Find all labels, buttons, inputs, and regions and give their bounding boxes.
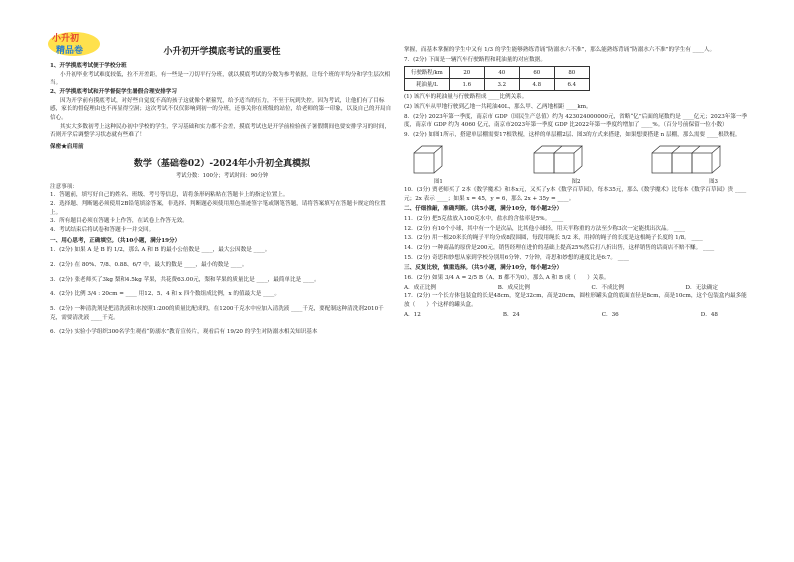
svg-text:小升初: 小升初 xyxy=(52,34,80,44)
figure-labels xyxy=(404,178,748,186)
figure-label: 图1 xyxy=(434,178,443,185)
question-11: 11．(2分) 把5克盐放入100克水中，盐水的含盐率是5%。 ____ xyxy=(404,215,564,222)
question-5: 5．(2分) 一种清洗剂是把清洗液和水按照1:200的质量比配成的，在1200千克水中应加入清洗液 ____千克，要配制这种清洗剂2010千克，需要清洗液 ____千克。 xyxy=(50,306,384,321)
table-cell: 20 xyxy=(449,67,484,79)
question-17-options xyxy=(404,311,748,320)
section-1-title: 1、开学摸底考试便于学校分班 xyxy=(50,62,127,69)
question-9: 9．(2分) 如图1所示，搭建单层棚需要17根铁棍，这样的单层棚2层、图3的方式来搭建，如果想要搭建 n 层棚，那么需要 ____根铁棍。 xyxy=(404,131,741,138)
table-cell: 3.2 xyxy=(484,79,519,91)
question-16: 16．(2分) 如果 3/4 A = 2/5 B（A、B 都不为0），那么 A 和 B 成（ ）关系。 xyxy=(404,274,610,281)
note-item: 2．选择题、判断题必须使用2B铅笔填涂答案，非选择、判断题必须使用黑色墨迹签字笔或钢笔答题，请将答案填写在答题卡规定的位置上。 xyxy=(50,201,386,216)
table-cell: 6.4 xyxy=(554,79,589,91)
table-cell: 80 xyxy=(554,67,589,79)
table-cell: 1.6 xyxy=(449,79,484,91)
option-item: C．不成比例 xyxy=(591,284,624,291)
question-8: 8．(2分) 2023年第一季度，南京市 GDP（国民生产总值）约为 423024000000元，省略“亿”后面的尾数约是 ____亿元；2023年第一季度，南京市 GDP 约为 4060 亿元，南京市2023年第一季度 GDP 比2022年第一季度约增加了 ____%。（百分号前保留一位小数） xyxy=(404,113,748,129)
question-4: 4．(2分) 比例 3/4 : 20cm = ____ 用12、5、4 和 x 四个数组成比例，x 的值最大是 ____。 xyxy=(50,291,280,298)
question-6-continued: 掌握，而基本掌握的学生中又有 1/3 的学生能够熟练背诵“防溺水六不准”，那么能熟练背诵“防溺水六不准”的学生有 ____人。 xyxy=(404,47,716,53)
table-cell: 40 xyxy=(484,67,519,79)
mileage-fuel-table xyxy=(404,66,590,91)
question-3: 3．(2分) 张老师买了3kg 梨和4.5kg 苹果，共花费63.00元，梨和苹果的质量比是 ____，最简单比是 ____。 xyxy=(50,276,320,283)
table-cell: 4.8 xyxy=(519,79,554,91)
exam-title: 数学（基础卷02）-2024年小升初全真模拟 xyxy=(133,158,311,169)
question-7: 7．(2分) 下面是一辆汽车行驶路程和耗油量的对应数据。 xyxy=(404,56,546,63)
table-row-label: 耗油量/L xyxy=(405,79,450,91)
section-2-body-2: 其实大多数初考上这种民办初中学校的学生，学习基础和实力都不会差，摸底考试也是开学前检验孩子暑假期间也要安排学习的时间，否则开学后调整学习状态就有些难了！ xyxy=(50,123,391,139)
figure-1-cube-icon xyxy=(404,143,504,177)
page-heading: 小升初开学摸底考试的重要性 xyxy=(163,47,281,57)
svg-text:精品卷: 精品卷 xyxy=(56,46,84,56)
question-10: 10．(3分) 贾老师买了 2本《数学魔术》和本x元，又买了y本《数学百草园》，每本35元，那么《数学魔术》比每本《数学百草园》贵 ____元；2x 表示 ____；如果 x = 45，y = 6，那么 2x + 35y = ____。 xyxy=(404,186,747,202)
part-1-heading: 一、用心思考，正确填空。（共10小题，满分19分） xyxy=(50,237,181,244)
part-2-heading: 二、仔细推敲，准确判断。（共5小题，满分10分，每小题2分） xyxy=(404,206,563,213)
table-row-label: 行驶路程/km xyxy=(405,67,450,79)
question-7a: (1) 该汽车的耗油量与行驶路程成 ____比例关系。 xyxy=(404,94,528,101)
question-7b: (2) 该汽车从甲地行驶到乙地一共耗油40L，那么甲、乙两地相距 ____km。 xyxy=(404,103,592,110)
part-3-heading: 三、反复比较，慎重选择。（共5小题，满分10分，每小题2分） xyxy=(404,265,563,272)
exam-subtitle: 考试分数：100分；考试时间：90分钟 xyxy=(175,173,269,180)
option-item: D．无法确定 xyxy=(685,284,718,291)
right-column xyxy=(404,46,748,319)
note-item: 3．所有题目必须在答题卡上作答，在试卷上作答无效。 xyxy=(50,218,188,225)
section-2-body: 因为开学前有摸底考试，对好些自觉度不高的孩子这就像个紧箍咒，给予适当的压力，不至于玩到失控。因为考试，让他们有了目标感，家长的督促理由也不再显得空洞；这次考试不仅仅影响到初一的分班，还事关你在班级的站位，给老师的第一印象，以及自己的开局自信心。 xyxy=(50,97,392,121)
confidential-label: 保密★启用前 xyxy=(50,143,84,150)
figure-label: 图3 xyxy=(709,178,718,185)
question-16-options xyxy=(404,284,748,293)
question-15: 15．(2分) 奇思和妙想从家到学校分别用6分钟、7分钟，奇思和妙想的速度比是6:7。 ____ xyxy=(404,254,629,261)
note-item: 4．考试结束后将试卷和答题卡一并交回。 xyxy=(50,227,155,234)
figure-3-cube-icon xyxy=(648,143,748,177)
option-item: D．48 xyxy=(700,311,718,318)
option-item: B．成反比例 xyxy=(497,284,530,291)
notes-title: 注意事项： xyxy=(50,183,78,190)
question-17: 17．(2分) 一个长方体包装盒的长是48cm，宽是32cm，高是20cm，圆柱形罐头盒的底面直径是8cm，高是10cm，这个包装盒内最多能放（ ）个这样的罐头盒。 xyxy=(404,293,747,308)
option-item: A．成正比例 xyxy=(404,284,437,291)
question-2: 2．(2分) 在 80%、7/8、0.88、6/7 中，最大的数是 ____，最小的数是 ____。 xyxy=(50,262,248,269)
section-1-body: 小升初毕业考试难度较低，拉不开差距，有一些是一刀切平行分班，就以摸底考试的分数为参考依据，让每个班的平均分和学生层次相当。 xyxy=(50,71,391,87)
cube-figures xyxy=(404,143,748,177)
figure-label: 图2 xyxy=(571,178,581,185)
option-item: A．12 xyxy=(404,311,421,318)
table-cell: 60 xyxy=(519,67,554,79)
section-2-title: 2、开学摸底考试和开学督促学生暑假合理安排学习 xyxy=(50,88,177,95)
option-item: C．36 xyxy=(601,311,619,318)
question-13: 13．(2分) 用一根20米长的绳子平均分成8段围圆，每段用绳长 5/2 米，用掉的绳子的长度是这根绳子长度的 1/8。 ____ xyxy=(404,235,703,242)
option-item: B．24 xyxy=(502,311,520,318)
question-6: 6．(2分) 实验小学组织300名学生观看“防溺水”教育宣传片，观看后有 19/20 的学生对防溺水相关知识基本 xyxy=(50,329,318,336)
figure-2-cube-icon xyxy=(526,143,626,177)
question-14: 14．(2分) 一种商品的原价是200元，销售经理在进价的基础上提高25%然后打八折出售，这样销售的话商店不赔不赚。 ____ xyxy=(404,244,715,251)
question-1: 1．(2分) 如果 A 是 B 的 1/2，那么 A 和 B 的最小公倍数是 ____，最大公因数是 ____。 xyxy=(50,247,271,254)
note-item: 1．答题前，填写好自己的姓名、班级、考号等信息，请将条形码粘贴在答题卡上的指定位置上。 xyxy=(50,192,289,199)
question-12: 12．(2分) 有10个小球，其中有一个是次品，比其他小球轻，用天平称重的方法至少称3次一定能找出次品。 ____ xyxy=(404,225,685,232)
left-column xyxy=(50,0,394,338)
